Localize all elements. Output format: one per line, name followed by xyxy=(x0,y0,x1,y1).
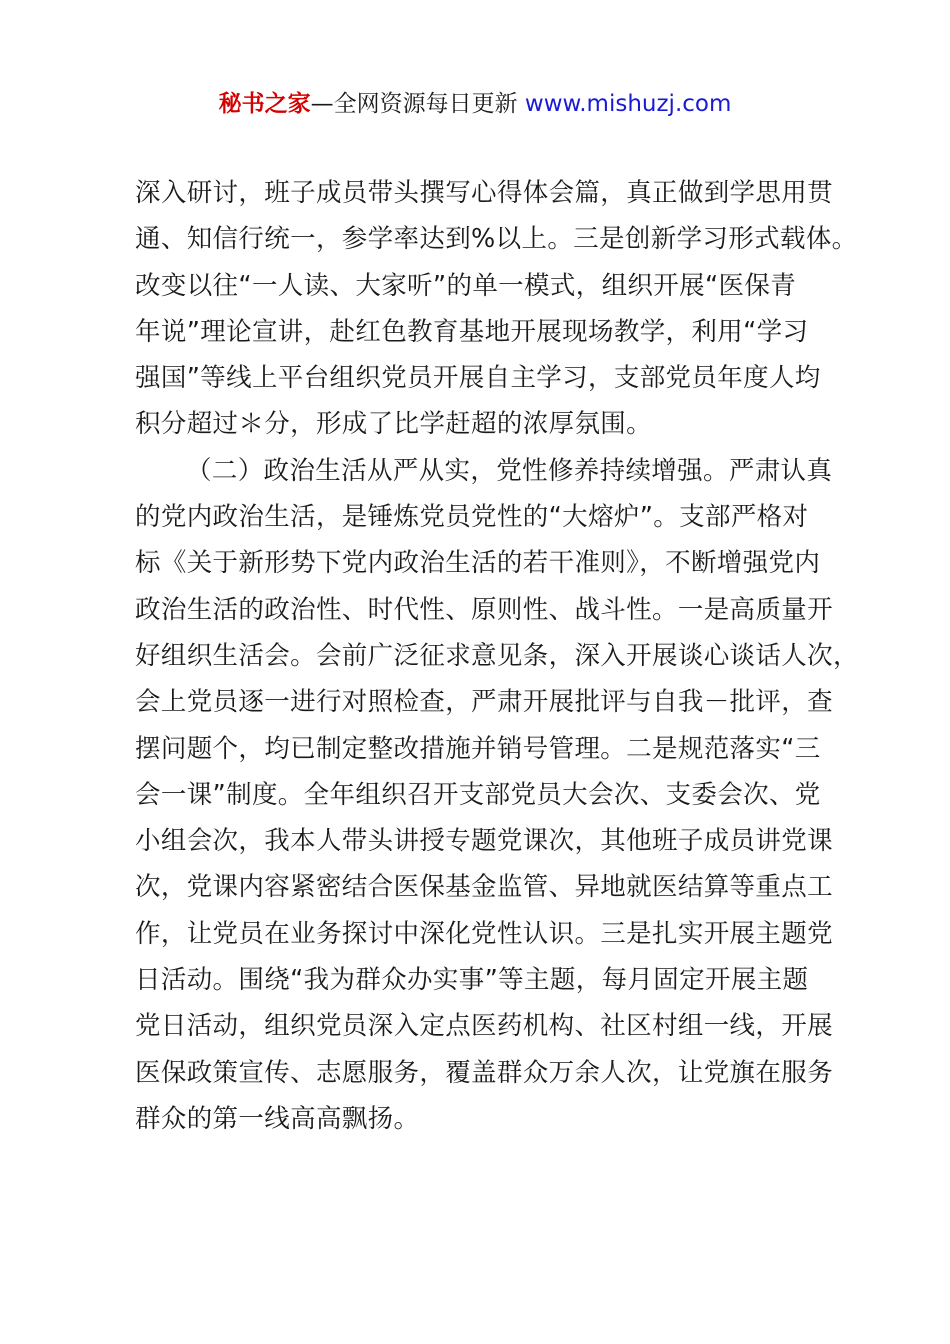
body-line: 好组织生活会。会前广泛征求意见条，深入开展谈心谈话人次， xyxy=(135,640,859,671)
body-line: 会一课”制度。全年组织召开支部党员大会次、支委会次、党 xyxy=(135,779,821,810)
document-body xyxy=(135,170,859,1142)
body-line: 标《关于新形势下党内政治生活的若干准则》，不断增强党内 xyxy=(135,548,821,579)
body-line: 强国”等线上平台组织党员开展自主学习，支部党员年度人均 xyxy=(135,363,821,394)
body-line: 群众的第一线高高飘扬。 xyxy=(135,1103,420,1134)
brand-name: 秘书之家 xyxy=(218,91,311,117)
body-line: 小组会次，我本人带头讲授专题党课次，其他班子成员讲党课 xyxy=(135,826,833,857)
body-line: 政治生活的政治性、时代性、原则性、战斗性。一是高质量开 xyxy=(135,594,833,625)
body-line: 通、知信行统一，参学率达到%以上。三是创新学习形式载体。 xyxy=(135,224,858,255)
body-line: 次，党课内容紧密结合医保基金监管、异地就医结算等重点工 xyxy=(135,872,833,903)
site-header xyxy=(0,88,950,120)
body-line: 深入研讨，班子成员带头撰写心得体会篇，真正做到学思用贯 xyxy=(135,178,833,208)
body-line: 作，让党员在业务探讨中深化党性认识。三是扎实开展主题党 xyxy=(135,918,833,949)
body-line: 日活动。围绕“我为群众办实事”等主题，每月固定开展主题 xyxy=(135,965,809,996)
body-line: 摆问题个，均已制定整改措施并销号管理。二是规范落实“三 xyxy=(135,733,821,764)
site-url-link[interactable]: www.mishuzj.com xyxy=(524,91,732,117)
body-line: 年说”理论宣讲，赴红色教育基地开展现场教学，利用“学习 xyxy=(135,316,809,347)
body-line: 改变以往“一人读、大家听”的单一模式，组织开展“医保青 xyxy=(135,270,797,301)
body-line: 医保政策宣传、志愿服务，覆盖群众万余人次，让党旗在服务 xyxy=(135,1057,833,1088)
body-line: 会上党员逐一进行对照检查，严肃开展批评与自我－批评，查 xyxy=(135,687,833,718)
section-heading-line: （二）政治生活从严从实，党性修养持续增强。严肃认真 xyxy=(186,455,833,486)
body-line: 党日活动，组织党员深入定点医药机构、社区村组一线，开展 xyxy=(135,1011,833,1042)
body-line: 积分超过＊分，形成了比学赶超的浓厚氛围。 xyxy=(135,409,653,440)
body-line: 的党内政治生活，是锤炼党员党性的“大熔炉”。支部严格对 xyxy=(135,502,809,533)
header-tagline: —全网资源每日更新 xyxy=(310,91,525,117)
